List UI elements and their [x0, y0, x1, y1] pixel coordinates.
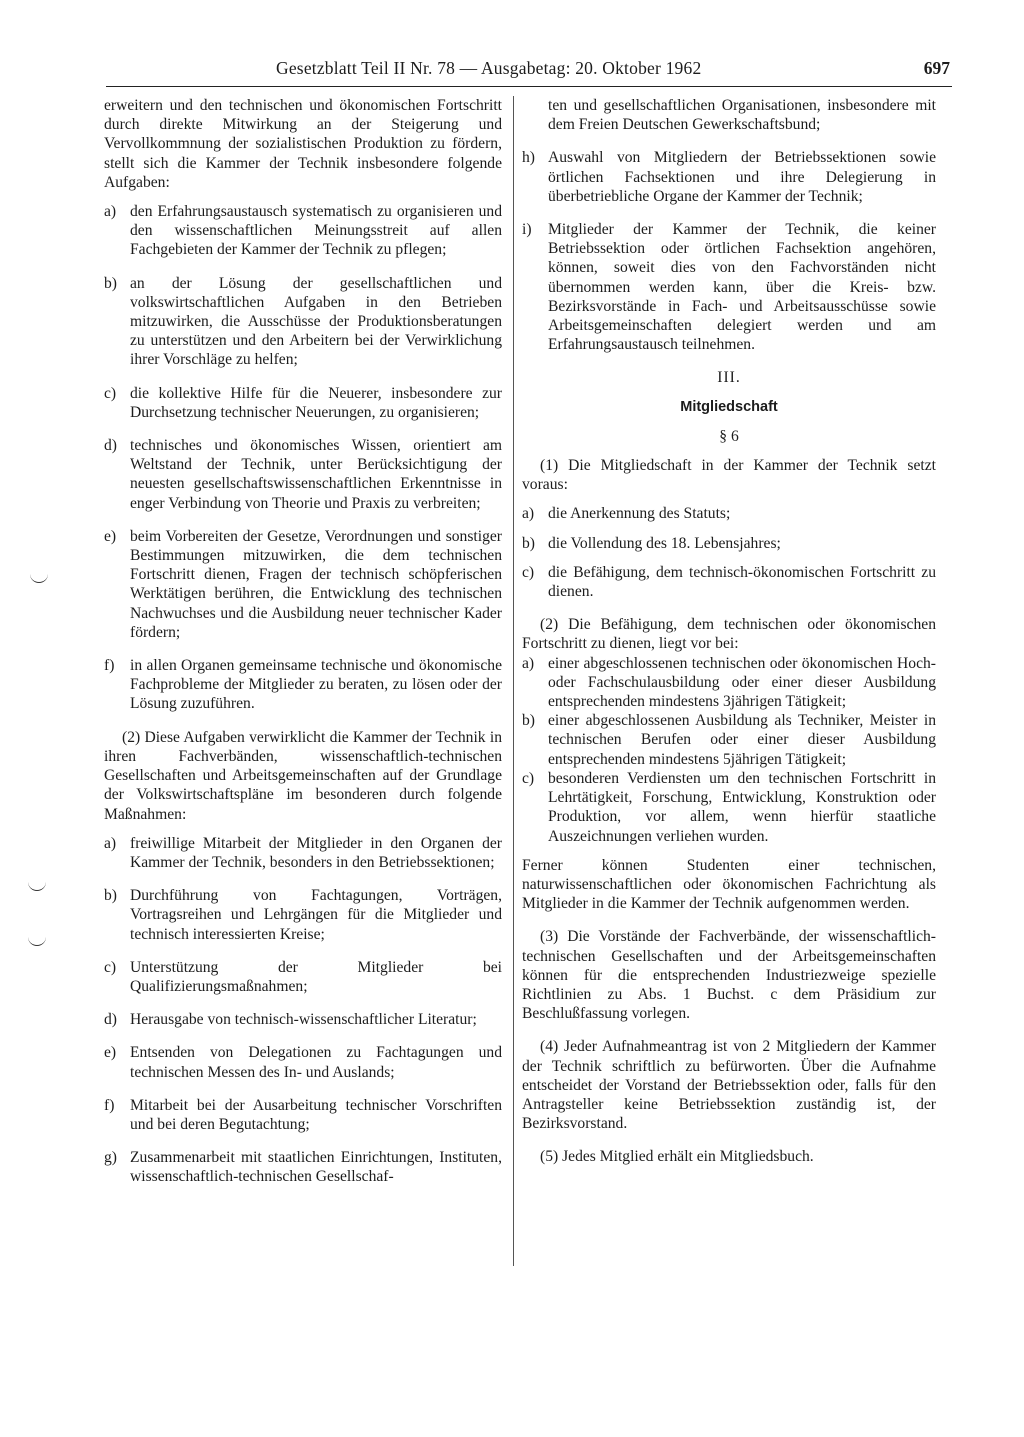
item-label: a) [104, 203, 117, 221]
item-text: die Befähigung, dem technisch-ökonomischen Fortschritt zu dienen. [548, 563, 936, 601]
list-item [104, 958, 502, 996]
item-text: besonderen Verdiensten um den technischen Fortschritt in Lehrtätigkeit, Forschung, Entwicklung, Konstruktion oder Produktion, vor allem, wenn hierfür staatliche Auszeichnungen verliehen wurden. [548, 769, 936, 845]
item-label: b) [104, 887, 117, 905]
item-text: die Vollendung des 18. Lebensjahres; [548, 534, 781, 552]
item-text: die kollektive Hilfe für die Neuerer, insbesondere zur Durchsetzung technischer Neuerungen, zu organisieren; [130, 384, 502, 421]
item-text: Herausgabe von technisch-wissenschaftlicher Literatur; [130, 1011, 477, 1029]
page-header [106, 56, 952, 87]
section-number: III. [717, 369, 741, 387]
item-text: Durchführung von Fachtagungen, Vorträgen, Vortragsreihen und Lehrgängen für die Mitglieder und technisch interessierten Kreise; [130, 887, 502, 943]
item-text: technisches und ökonomisches Wissen, orientiert am Weltstand der Technik, unter Berücksichtigung der neuesten gesellschaftswissenschaftlichen Erkenntnisse in enger Verbindung von Theorie und Praxis zu verbreiten; [130, 437, 502, 512]
item-text: an der Lösung der gesellschaftlichen und volkswirtschaftlichen Aufgaben in den Betrieben mitzuwirken, die Ausschüsse der Produktionsberatungen zu unterstützen und den Arbeitern bei der Verwirklichung ihrer Vorschläge zu helfen; [130, 274, 502, 369]
item-label: f) [104, 1096, 115, 1114]
list-item [522, 654, 936, 712]
margin-mark [28, 935, 46, 946]
paragraph-5: (5) Jedes Mitglied erhält ein Mitgliedsbuch. [540, 1148, 814, 1166]
students-paragraph: Ferner können Studenten einer technischen, naturwissenschaftlichen oder ökonomischen Fachrichtung als Mitglieder in die Kammer der Technik aufgenommen werden. [522, 856, 936, 913]
list-item [522, 769, 936, 846]
item-label: c) [104, 384, 117, 402]
item-label: a) [522, 654, 535, 672]
list-item [104, 202, 502, 260]
item-text: beim Vorbereiten der Gesetze, Verordnungen und sonstiger Bestimmungen mitzuwirken, die dem technischen Fortschritt dienen, Fragen der technisch schöpferischen Werktätigen berühren, die Entwicklung des technischen Nachwuchses und die Ausbildung neuer technischer Kader fördern; [130, 527, 502, 641]
list-item [104, 436, 502, 513]
item-label: b) [522, 712, 535, 730]
item-label: g) [104, 1149, 117, 1167]
margin-mark [30, 572, 48, 583]
page-number: 697 [923, 58, 950, 78]
item-text: Entsenden von Delegationen zu Fachtagungen und technischen Messen des In- und Auslands; [130, 1044, 502, 1081]
item-text: Unterstützung der Mitglieder bei Qualifizierungsmaßnahmen; [130, 958, 502, 995]
item-label: f) [104, 657, 115, 675]
intro-paragraph: erweitern und den technischen und ökonomischen Fortschritt durch direkte Mitwirkung an der Steigerung und Vervollkommnung der sozialistischen Produktion zu fördern, stellt sich die Kammer der Technik insbesondere folgende Aufgaben: [104, 97, 502, 191]
item-label: c) [104, 958, 117, 976]
margin-mark [28, 880, 46, 891]
item-label: a) [104, 834, 117, 852]
item-text: den Erfahrungsaustausch systematisch zu organisieren und den wissenschaftlichen Meinungsstreit auf allen Fachgebieten der Kammer der Technik zu pflegen; [130, 203, 502, 259]
item-text: Mitarbeit bei der Ausarbeitung technischer Vorschriften und bei deren Begutachtung; [130, 1096, 502, 1133]
list-item [104, 274, 502, 370]
item-text: einer abgeschlossenen Ausbildung als Techniker, Meister in technischen Berufen oder einer dieser Ausbildung entsprechenden mindestens 5jährigen Tätigkeit; [548, 712, 936, 768]
paragraph-2: (2) Die Befähigung, dem technischen oder ökonomischen Fortschritt zu dienen, liegt vor bei: [522, 616, 936, 653]
item-label: b) [104, 274, 117, 292]
item-label: h) [522, 149, 535, 167]
item-label: c) [522, 563, 535, 581]
item-text: einer abgeschlossenen technischen oder ökonomischen Hoch- oder Fachschulausbildung oder einer dieser Ausbildung entsprechenden mindestens 3jährigen Tätigkeit; [548, 654, 936, 711]
item-label: i) [522, 221, 532, 239]
item-text: Auswahl von Mitgliedern der Betriebssektionen sowie örtlichen Fachsektionen und ihre Delegierung in überbetriebliche Organe der Kammer der Technik; [548, 149, 936, 205]
list-item [104, 1010, 502, 1029]
list-item [522, 563, 936, 601]
item-text: in allen Organen gemeinsame technische und ökonomische Fachprobleme der Mitglieder zu beraten, zu lösen oder der Lösung zuzuführen. [130, 657, 502, 713]
list-item [104, 886, 502, 944]
item-label: b) [522, 534, 535, 552]
item-text: Zusammenarbeit mit staatlichen Einrichtungen, Instituten, wissenschaftlich-technischen Gesellschaf- [130, 1149, 502, 1186]
list-item [522, 534, 936, 553]
item-label: e) [104, 1044, 117, 1062]
paragraph-1: (1) Die Mitgliedschaft in der Kammer der Technik setzt voraus: [522, 457, 936, 494]
list-item [522, 148, 936, 206]
left-column [104, 96, 502, 1187]
item-label: c) [522, 769, 535, 787]
paragraph-3: (3) Die Vorstände der Fachverbände, der wissenschaftlich-technischen Gesellschaften und der Arbeitsgemeinschaften können für die entsprechenden Industriezweige spezielle Richtlinien zu Abs. 1 Buchst. c dem Präsidium zur Beschlußfassung vorlegen. [522, 928, 936, 1023]
paragraph-symbol: § 6 [719, 427, 739, 445]
list-item [522, 220, 936, 354]
right-column [522, 96, 936, 1167]
list-item [522, 711, 936, 769]
item-label: d) [104, 437, 117, 455]
item-text: die Anerkennung des Statuts; [548, 505, 731, 523]
item-label: e) [104, 527, 117, 545]
list-item-continuation [522, 96, 936, 134]
item-text: ten und gesellschaftlichen Organisationen, insbesondere mit dem Freien Deutschen Gewerkschaftsbund; [548, 97, 936, 134]
list-item [104, 384, 502, 422]
header-title: Gesetzblatt Teil II Nr. 78 — Ausgabetag: 20. Oktober 1962 [276, 58, 702, 78]
item-label: a) [522, 505, 535, 523]
list-item [104, 656, 502, 714]
item-label: d) [104, 1011, 117, 1029]
column-divider [513, 96, 514, 1266]
list-item [104, 527, 502, 642]
list-item [104, 1043, 502, 1081]
paragraph-2: (2) Diese Aufgaben verwirklicht die Kammer der Technik in ihren Fachverbänden, wissenschaftlich-technischen Gesellschaften und Arbeitsgemeinschaften auf der Grundlage der Volkswirtschaftspläne im besonderen durch folgende Maßnahmen: [104, 728, 502, 823]
item-text: Mitglieder der Kammer der Technik, die keiner Betriebssektion oder örtlichen Fachsektion angehören, können, soweit dies von den Fachvorständen nicht übernommen werden kann, über die Kreis- bzw. Bezirksvorstände in Fach- und Arbeitsausschüsse sowie Arbeitsgemeinschaften delegiert werden und am Erfahrungsaustausch teilnehmen. [548, 221, 936, 354]
list-item [522, 504, 936, 523]
list-item [104, 1148, 502, 1186]
list-item [104, 1096, 502, 1134]
list-item [104, 834, 502, 872]
item-text: freiwillige Mitarbeit der Mitglieder in den Organen der Kammer der Technik, besonders in den Betriebssektionen; [130, 834, 502, 871]
paragraph-4: (4) Jeder Aufnahmeantrag ist von 2 Mitgliedern der Kammer der Technik schriftlich zu befürworten. Über die Aufnahme entscheidet der Vorstand der Betriebssektion oder, falls für den Antragsteller keine Betriebssektion zuständig ist, der Bezirksvorstand. [522, 1038, 936, 1133]
section-title: Mitgliedschaft [680, 398, 778, 415]
